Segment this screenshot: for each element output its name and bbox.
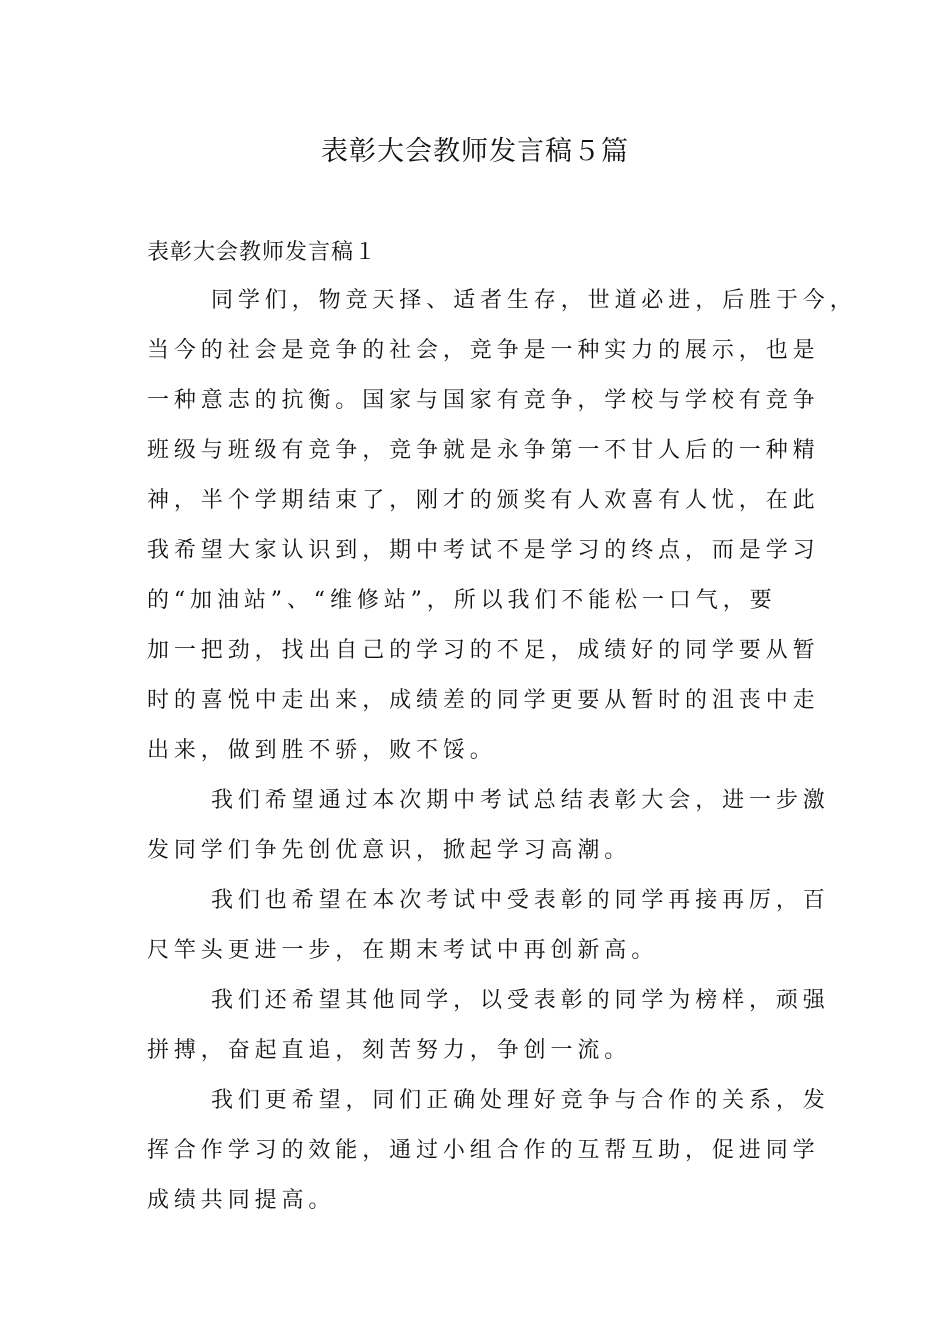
paragraph-line: 一种意志的抗衡。国家与国家有竞争，学校与学校有竞争 bbox=[147, 388, 820, 413]
paragraph-2 bbox=[147, 784, 830, 884]
paragraph-line: 神，半个学期结束了，刚才的颁奖有人欢喜有人忧，在此 bbox=[147, 488, 820, 513]
paragraph-5 bbox=[147, 1084, 830, 1234]
paragraph-line: 尺竿头更进一步，在期末考试中再创新高。 bbox=[147, 938, 659, 963]
paragraph-line: 拼搏，奋起直追，刻苦努力，争创一流。 bbox=[147, 1038, 632, 1063]
paragraph-line: 我们希望通过本次期中考试总结表彰大会，进一步激 bbox=[211, 788, 830, 813]
paragraph-line: 挥合作学习的效能，通过小组合作的互帮互助，促进同学 bbox=[147, 1138, 820, 1163]
paragraph-line: 的“加油站”、“维修站”，所以我们不能松一口气，要 bbox=[147, 588, 777, 613]
section-heading: 表彰大会教师发言稿１ bbox=[147, 240, 378, 265]
paragraph-line: 时的喜悦中走出来，成绩差的同学更要从暂时的沮丧中走 bbox=[147, 688, 820, 713]
paragraph-line: 我们更希望，同们正确处理好竞争与合作的关系，发 bbox=[211, 1088, 830, 1113]
paragraph-line: 出来，做到胜不骄，败不馁。 bbox=[147, 738, 497, 763]
document-title: 表彰大会教师发言稿５篇 bbox=[321, 136, 629, 167]
paragraph-line: 我希望大家认识到，期中考试不是学习的终点，而是学习 bbox=[147, 538, 820, 563]
document-body bbox=[147, 284, 857, 1234]
paragraph-line: 当今的社会是竞争的社会，竞争是一种实力的展示，也是 bbox=[147, 338, 820, 363]
paragraph-4 bbox=[147, 984, 830, 1084]
paragraph-line: 班级与班级有竞争，竞争就是永争第一不甘人后的一种精 bbox=[147, 438, 820, 463]
paragraph-3 bbox=[147, 884, 830, 984]
paragraph-line: 我们也希望在本次考试中受表彰的同学再接再厉，百 bbox=[211, 888, 830, 913]
paragraph-line: 我们还希望其他同学，以受表彰的同学为榜样，顽强 bbox=[211, 988, 830, 1013]
paragraph-line: 发同学们争先创优意识，掀起学习高潮。 bbox=[147, 838, 632, 863]
paragraph-line: 同学们，物竞天择、适者生存，世道必进，后胜于今， bbox=[211, 288, 857, 313]
paragraph-1 bbox=[147, 284, 857, 784]
paragraph-line: 加一把劲，找出自己的学习的不足，成绩好的同学要从暂 bbox=[147, 638, 820, 663]
paragraph-line: 成绩共同提高。 bbox=[147, 1188, 336, 1213]
